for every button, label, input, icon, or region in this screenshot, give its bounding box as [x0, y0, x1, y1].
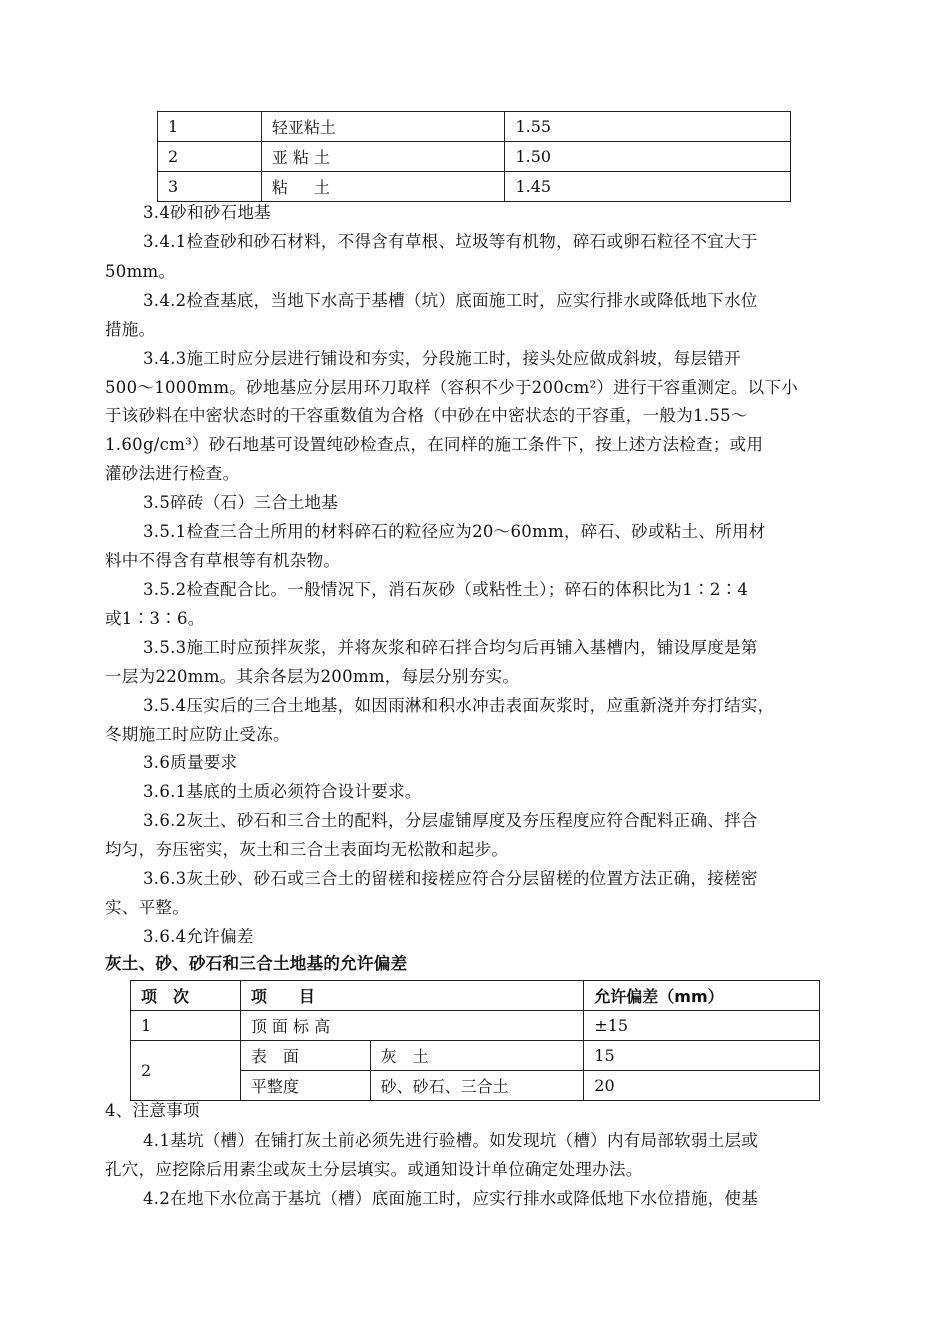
table-header-row: [131, 981, 820, 1011]
section-heading: 3.6质量要求: [143, 753, 238, 772]
table-cell: 1: [131, 1011, 241, 1041]
table-row: [158, 142, 791, 172]
table-header-cell: 项 次: [131, 981, 241, 1011]
paragraph-line: 冬期施工时应防止受冻。: [105, 725, 290, 744]
table-header-cell: 项 目: [240, 981, 583, 1011]
paragraph-line: 3.6.4允许偏差: [143, 927, 254, 946]
paragraph-line: 3.6.3灰土砂、砂石或三合土的留槎和接槎应符合分层留槎的位置方法正确，接槎密: [143, 869, 758, 888]
table-cell: 粘 土: [261, 172, 505, 202]
table-cell: 3: [158, 172, 262, 202]
table-cell: 灰 土: [370, 1041, 584, 1071]
table-row: [131, 1011, 820, 1041]
table-cell: 亚 粘 土: [261, 142, 505, 172]
paragraph-line: 灌砂法进行检查。: [105, 464, 240, 483]
paragraph-line: 3.5.2检查配合比。一般情况下，消石灰砂（或粘性土）；碎石的体积比为1∶2∶4: [143, 580, 749, 599]
paragraph-line: 1.60g/cm³）砂石地基可设置纯砂检查点，在同样的施工条件下，按上述方法检查；或用: [105, 435, 764, 454]
paragraph-line: 料中不得含有草根等有机杂物。: [105, 551, 341, 570]
paragraph-line: 50mm。: [105, 262, 176, 281]
table-cell: ±15: [584, 1011, 820, 1041]
table-cell: 15: [584, 1041, 820, 1071]
paragraph-line: 均匀，夯压密实，灰土和三合土表面均无松散和起步。: [105, 840, 509, 859]
paragraph-line: 3.6.2灰土、砂石和三合土的配料，分层虚铺厚度及夯压程度应符合配料正确、拌合: [143, 811, 758, 830]
table-row: [158, 112, 791, 142]
paragraph-line: 措施。: [105, 320, 156, 339]
table-row: [158, 172, 791, 202]
paragraph-line: 实、平整。: [105, 898, 189, 917]
paragraph-line: 3.4.3施工时应分层进行铺设和夯实，分段施工时，接头处应做成斜坡，每层错开: [143, 349, 741, 368]
table-cell: 砂、砂石、三合土: [370, 1071, 584, 1101]
table-cell: 1.50: [505, 142, 791, 172]
paragraph-line: 3.5.3施工时应预拌灰浆，并将灰浆和碎石拌合均匀后再铺入基槽内，铺设厚度是第: [143, 638, 758, 657]
table-cell: 1.45: [505, 172, 791, 202]
paragraph-line: 4.1基坑（槽）在铺打灰土前必须先进行验槽。如发现坑（槽）内有局部软弱土层或: [143, 1131, 759, 1150]
table-cell: 1: [158, 112, 262, 142]
table-row: [131, 1041, 820, 1071]
table-cell: 顶 面 标 高: [240, 1011, 583, 1041]
table-cell: 表 面: [240, 1041, 370, 1071]
paragraph-line: 3.5.4压实后的三合土地基，如因雨淋和积水冲击表面灰浆时，应重新浇并夯打结实，: [143, 696, 775, 715]
tolerance-table: [130, 980, 820, 1101]
paragraph-line: 3.5.1检查三合土所用的材料碎石的粒径应为20～60mm，碎石、砂或粘土、所用材: [143, 522, 766, 541]
table-cell: 2: [158, 142, 262, 172]
paragraph-line: 3.4.1检查砂和砂石材料，不得含有草根、垃圾等有机物，碎石或卵石粒径不宜大于: [143, 232, 758, 251]
table-cell: 2: [131, 1041, 241, 1101]
paragraph-line: 一层为220mm。其余各层为200mm，每层分别夯实。: [105, 667, 520, 686]
table-cell: 平整度: [240, 1071, 370, 1101]
soil-density-table: [157, 111, 791, 202]
paragraph-line: 3.6.1基底的土质必须符合设计要求。: [143, 782, 422, 801]
paragraph-line: 孔穴，应挖除后用素尘或灰土分层填实。或通知设计单位确定处理办法。: [105, 1160, 643, 1179]
table-cell: 1.55: [505, 112, 791, 142]
section-heading: 3.4砂和砂石地基: [143, 203, 271, 222]
table-header-cell: 允许偏差（mm）: [584, 981, 820, 1011]
paragraph-line: 3.4.2检查基底，当地下水高于基槽（坑）底面施工时，应实行排水或降低地下水位: [143, 291, 758, 310]
paragraph-line: 或1∶3∶6。: [105, 609, 205, 628]
table-cell: 20: [584, 1071, 820, 1101]
paragraph-line: 4.2在地下水位高于基坑（槽）底面施工时，应实行排水或降低地下水位措施，使基: [143, 1189, 759, 1208]
table-cell: 轻亚粘土: [261, 112, 505, 142]
section-heading: 3.5碎砖（石）三合土地基: [143, 493, 339, 512]
table-title: 灰土、砂、砂石和三合土地基的允许偏差: [105, 954, 408, 973]
paragraph-line: 于该砂料在中密状态时的干容重数值为合格（中砂在中密状态的干容重，一般为1.55～: [105, 406, 748, 425]
section-heading: 4、注意事项: [105, 1101, 200, 1120]
paragraph-line: 500～1000mm。砂地基应分层用环刀取样（容积不少于200cm²）进行干容重测定。以下小: [105, 378, 799, 397]
